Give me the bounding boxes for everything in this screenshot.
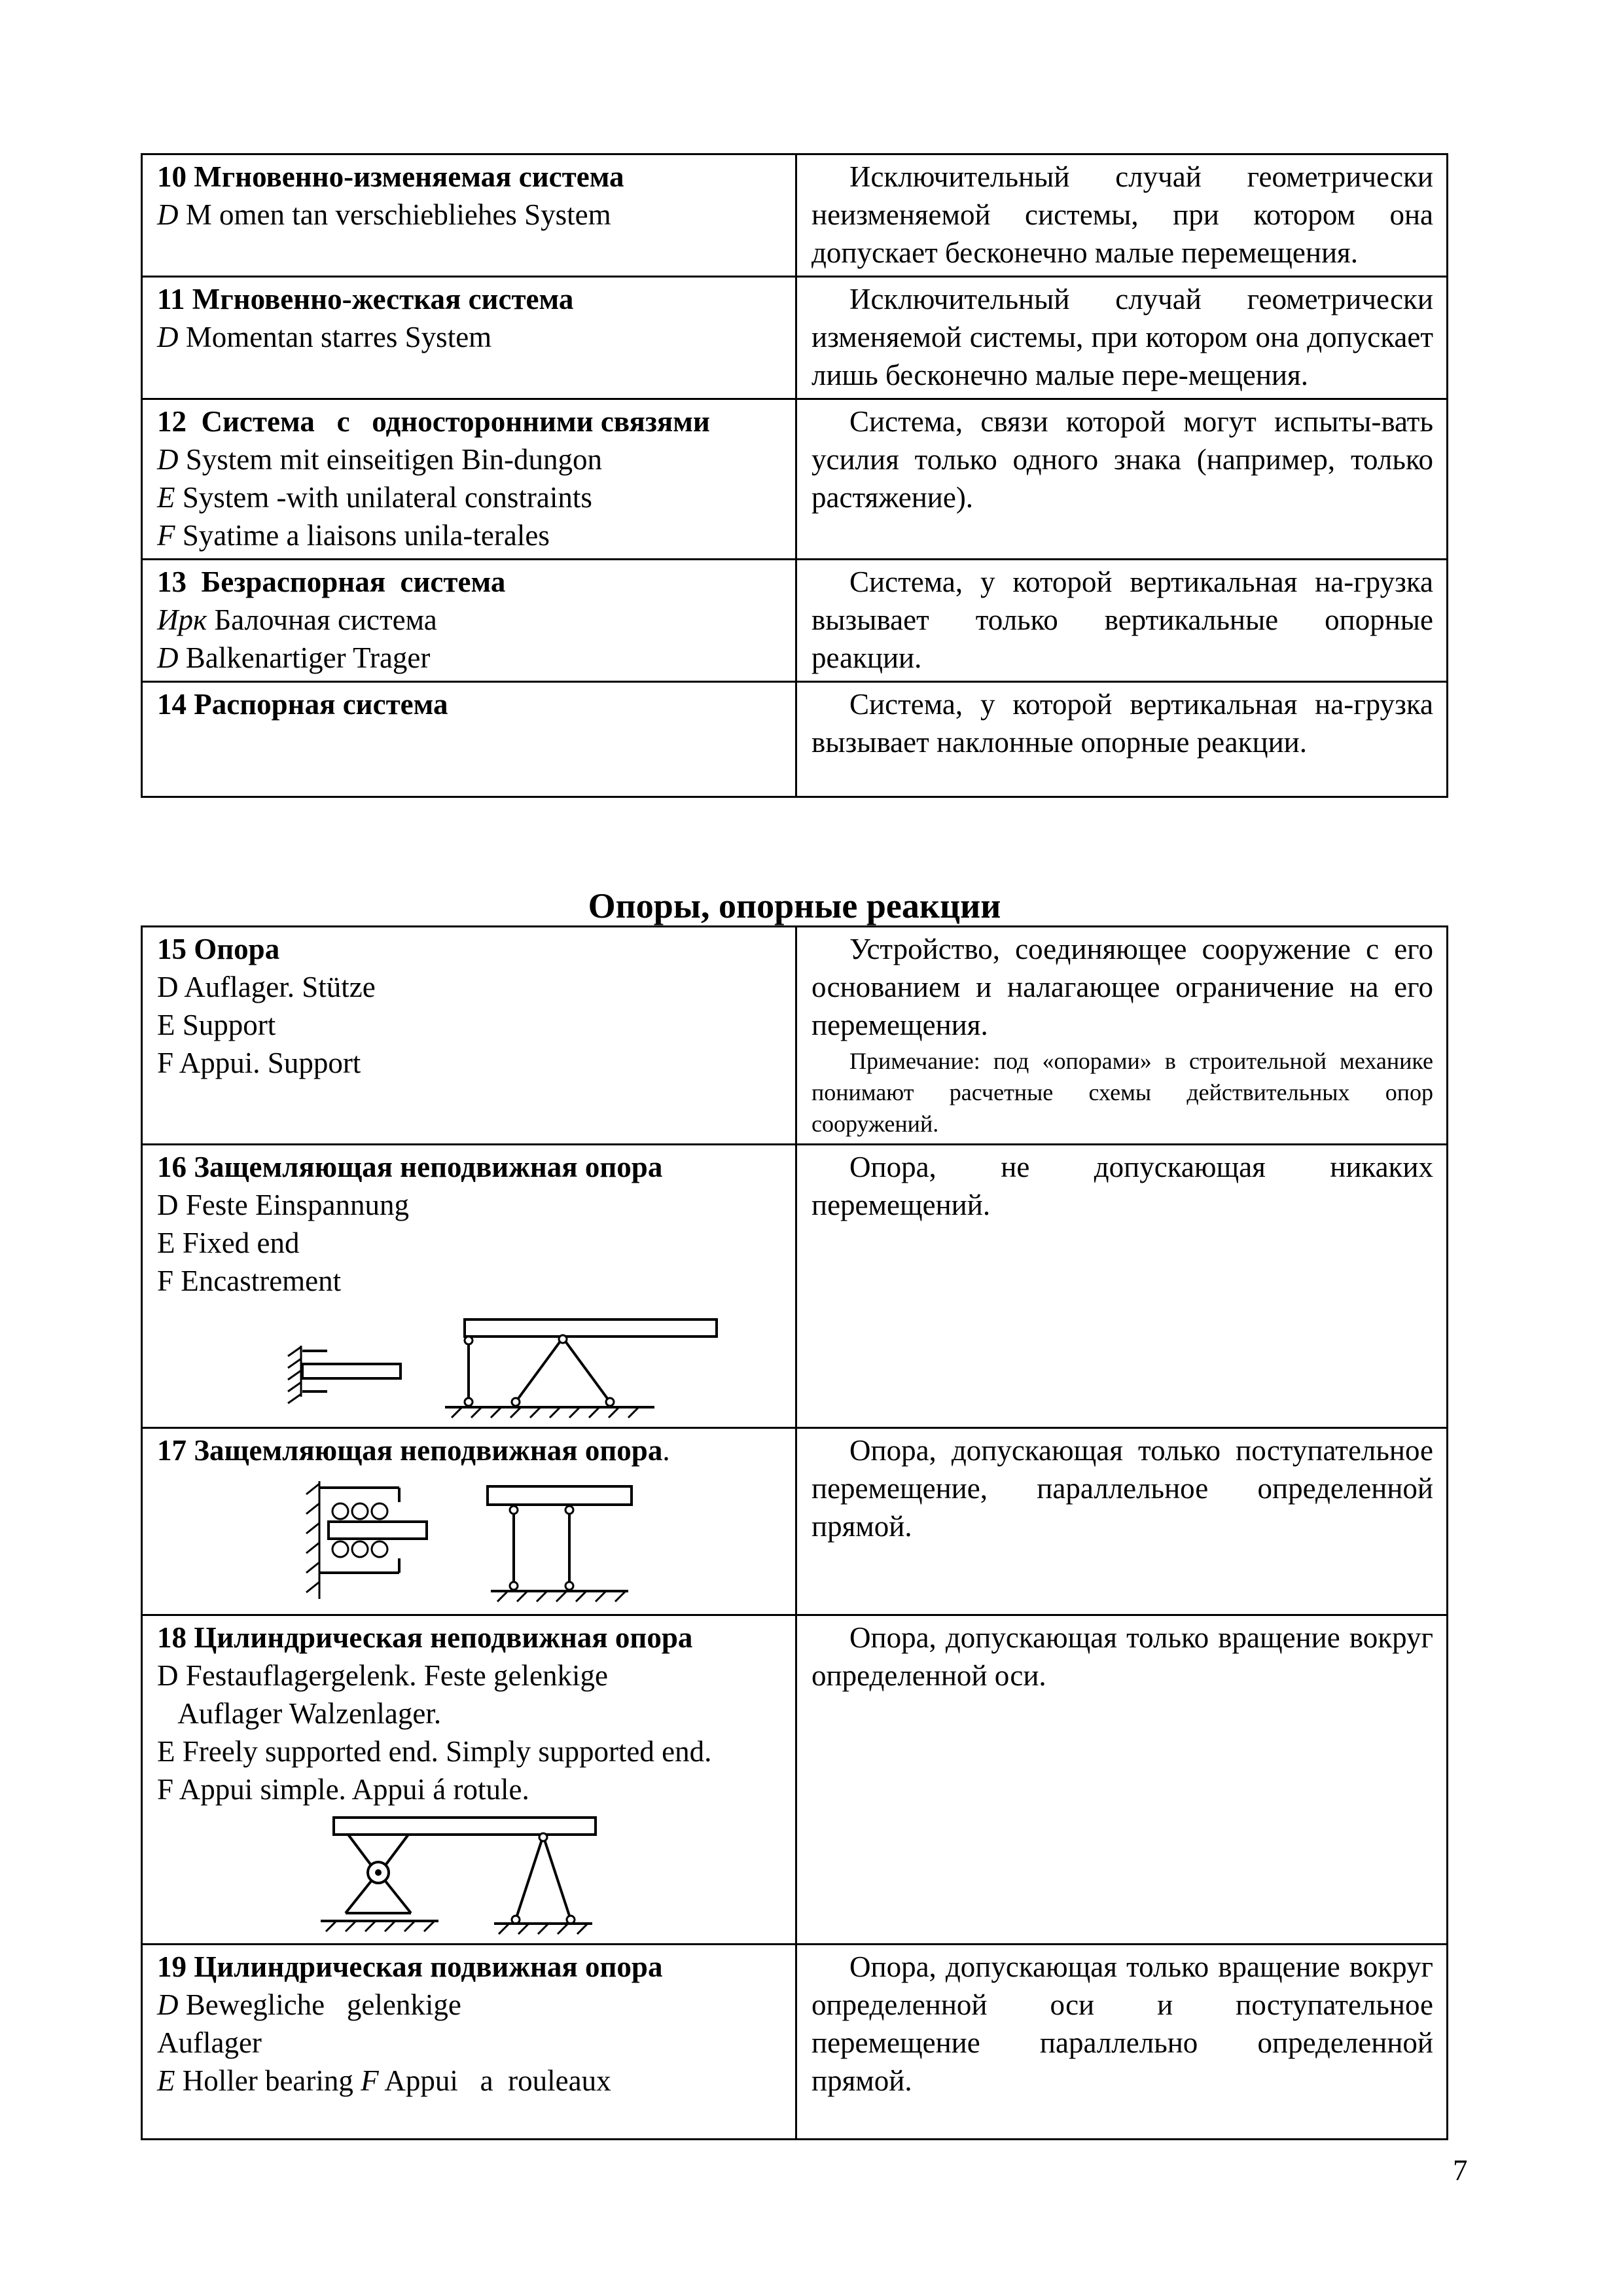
definition-note: Примечание: под «опорами» в строительной механике понимают расчетные схемы действительных опор сооружений.	[812, 1048, 1433, 1137]
section-title: Опоры, опорные реакции	[588, 886, 1001, 925]
term-line-d: D M omen tan verschiebliehes System	[157, 198, 611, 231]
term-title: 14 Распорная система	[157, 688, 448, 721]
term-cell	[142, 927, 796, 1145]
terms-table-2	[141, 925, 1448, 2140]
term-line: D Feste Einspannung	[157, 1189, 409, 1221]
term-line: F Appui simple. Appui á rotule.	[157, 1773, 529, 1806]
table-row	[142, 927, 1448, 1145]
term-cell	[142, 560, 796, 682]
sliding-clamp-figure	[157, 1475, 782, 1605]
definition-cell	[796, 560, 1448, 682]
term-title: 13 Безраспорная система	[157, 565, 506, 598]
fixed-support-figure	[157, 1305, 782, 1423]
term-cell	[142, 1428, 796, 1615]
definition-text: Опора, допускающая только вращение вокруг определенной оси.	[812, 1621, 1433, 1692]
term-cell	[142, 154, 796, 277]
term-cell	[142, 1615, 796, 1945]
beam	[334, 1818, 596, 1835]
definition-cell	[796, 1428, 1448, 1615]
term-line: F Encastrement	[157, 1265, 342, 1297]
ground-hatch	[497, 1591, 626, 1602]
table-row	[142, 1615, 1448, 1945]
definition-cell	[796, 927, 1448, 1145]
definition-cell	[796, 277, 1448, 399]
term-line: D Auflager. Stütze	[157, 971, 376, 1003]
term-title: 11 Мгновенно-жесткая система	[157, 283, 574, 315]
definition-text: Система, связи которой могут испыты-вать усилия только одного знака (например, только растяжение).	[812, 405, 1433, 514]
definition-cell	[796, 399, 1448, 560]
term-line: E Freely supported end. Simply supported end.	[157, 1735, 712, 1768]
term-title: 19 Цилиндрическая подвижная опора	[157, 1950, 663, 1983]
term-line: Auflager	[157, 2026, 262, 2059]
pin-support-figure	[157, 1808, 782, 1939]
definition-cell	[796, 1145, 1448, 1428]
term-line-irk: Ирк Балочная система	[157, 603, 437, 636]
term-line-d: D System mit einseitigen Bin-dungon	[157, 443, 602, 476]
beam	[465, 1319, 717, 1336]
term-title: 12 Система с односторонними связями	[157, 405, 710, 438]
ground-hatch	[452, 1407, 639, 1418]
definition-cell	[796, 682, 1448, 797]
term-title: 16 Защемляющая неподвижная опора	[157, 1151, 663, 1183]
term-cell	[142, 1145, 796, 1428]
beam	[488, 1486, 632, 1505]
definition-text: Система, у которой вертикальная на-грузка вызывает только вертикальные опорные реакции.	[812, 565, 1433, 674]
definition-text: Исключительный случай геометрически неизменяемой системы, при котором она допускает бесконечно малые перемещения.	[812, 160, 1433, 269]
term-cell	[142, 277, 796, 399]
wall-hatch	[306, 1481, 319, 1599]
wall-hatch	[288, 1346, 301, 1403]
definition-text: Исключительный случай геометрически изменяемой системы, при котором она допускает лишь бесконечно малые пере-мещения.	[812, 283, 1433, 391]
term-line: E Support	[157, 1009, 276, 1041]
term-cell	[142, 399, 796, 560]
term-title: 10 Мгновенно-изменяемая система	[157, 160, 624, 193]
beam-stub	[329, 1522, 427, 1539]
sliding-clamp-diagram	[157, 1475, 746, 1605]
terms-table-1	[141, 153, 1448, 798]
term-line-ef: E Holler bearing F Appui a rouleaux	[157, 2064, 611, 2097]
definition-cell	[796, 154, 1448, 277]
term-line-e: E System -with unilateral constraints	[157, 481, 592, 514]
beam-stub	[302, 1364, 401, 1378]
definition-text: Опора, не допускающая никаких перемещений.	[812, 1151, 1433, 1221]
table-row	[142, 154, 1448, 277]
term-line-d: D Momentan starres System	[157, 321, 492, 353]
definition-text: Система, у которой вертикальная на-грузка вызывает наклонные опорные реакции.	[812, 688, 1433, 759]
fixed-support-diagram	[157, 1305, 746, 1423]
definition-cell	[796, 1945, 1448, 2140]
term-line-d: D Bewegliche gelenkige	[157, 1988, 461, 2021]
definition-text: Опора, допускающая только поступательное перемещение, параллельное определенной прямой.	[812, 1434, 1433, 1543]
table-row	[142, 560, 1448, 682]
definition-text: Устройство, соединяющее сооружение с его основанием и налагающее ограничение на его перемещения.	[812, 933, 1433, 1041]
pin-support-diagram	[157, 1808, 746, 1939]
term-cell	[142, 682, 796, 797]
definition-cell	[796, 1615, 1448, 1945]
term-title-line: 17 Защемляющая неподвижная опора.	[157, 1434, 670, 1467]
term-line: E Fixed end	[157, 1227, 300, 1259]
term-line: D Festauflagergelenk. Feste gelenkige	[157, 1659, 608, 1692]
table-row	[142, 1428, 1448, 1615]
table-row	[142, 1145, 1448, 1428]
table-row	[142, 682, 1448, 797]
ground-hatch	[326, 1921, 435, 1931]
term-line: F Appui. Support	[157, 1047, 361, 1079]
term-title: 15 Опора	[157, 933, 280, 965]
table-row	[142, 1945, 1448, 2140]
page-number: 7	[1453, 2154, 1468, 2187]
term-line: Auflager Walzenlager.	[157, 1697, 442, 1730]
term-title: 18 Цилиндрическая неподвижная опора	[157, 1621, 693, 1654]
term-line-d: D Balkenartiger Trager	[157, 641, 431, 674]
term-cell	[142, 1945, 796, 2140]
table-row	[142, 399, 1448, 560]
term-line-f: F Syatime a liaisons unila-terales	[157, 519, 550, 552]
definition-text: Опора, допускающая только вращение вокруг определенной оси и поступательное перемещение параллельно определенной прямой.	[812, 1950, 1433, 2097]
ground-hatch-2	[499, 1924, 588, 1934]
table-row	[142, 277, 1448, 399]
term-title: 17 Защемляющая неподвижная опора	[157, 1434, 663, 1467]
